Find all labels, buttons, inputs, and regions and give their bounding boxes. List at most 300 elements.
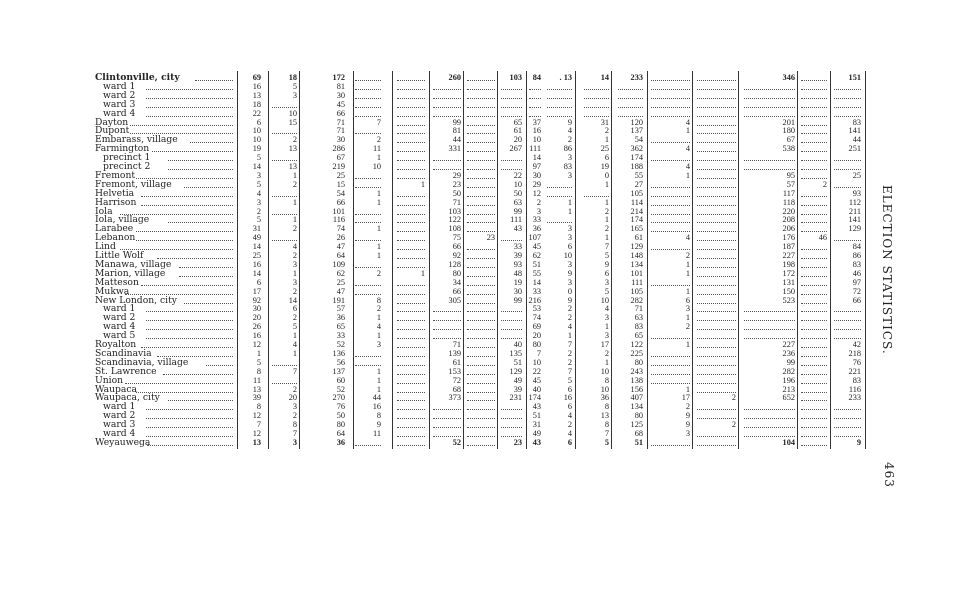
table-cell: 5 (256, 215, 261, 225)
empty-cell-dots (355, 97, 381, 99)
table-cell: 17 (600, 340, 609, 349)
table-cell: 80 (634, 411, 643, 421)
table-cell: 4 (567, 411, 572, 421)
table-cell: 12 (252, 340, 261, 349)
empty-cell-dots (529, 97, 541, 99)
table-cell: 83 (563, 162, 572, 171)
table-cell: 9 (567, 117, 572, 127)
table-cell: 47 (336, 242, 345, 252)
table-cell: 66 (336, 197, 345, 207)
empty-cell-dots (467, 426, 495, 428)
table-cell: 74 (336, 224, 345, 234)
table-cell: 116 (848, 384, 861, 394)
empty-cell-dots (744, 115, 795, 117)
empty-cell-dots (834, 159, 861, 161)
empty-cell-dots (651, 230, 690, 232)
table-cell: 30 (336, 135, 345, 145)
table-cell: 37 (532, 117, 541, 127)
row-label: precinct 1 (103, 153, 151, 163)
table-cell: 64 (336, 251, 345, 260)
row-label: ward 4 (103, 108, 136, 118)
row-label: Dayton (95, 117, 129, 127)
table-cell: 1 (567, 206, 572, 216)
table-cell: 39 (252, 393, 261, 403)
table-cell: 3 (567, 170, 572, 180)
table-cell: 11 (373, 144, 381, 154)
table-cell: 136 (332, 348, 345, 358)
table-cell: 7 (604, 429, 609, 438)
table-cell: 1 (685, 384, 690, 394)
row-label: ward 3 (103, 99, 136, 109)
table-cell: 26 (336, 233, 345, 243)
row-label: Little Wolf (95, 251, 144, 260)
table-cell: 101 (630, 268, 643, 278)
table-cell: 36 (600, 393, 609, 403)
table-cell: 373 (448, 393, 461, 403)
empty-cell-dots (834, 408, 861, 410)
empty-cell-dots (397, 319, 425, 321)
table-cell: 60 (336, 375, 345, 385)
table-cell: 2 (292, 384, 297, 394)
table-cell: 11 (253, 375, 261, 385)
row-label: ward 2 (103, 411, 136, 421)
table-cell: 305 (448, 295, 461, 305)
empty-cell-dots (501, 106, 522, 108)
running-head: ELECTION STATISTICS. (880, 185, 894, 355)
table-cell: 45 (336, 99, 345, 109)
table-cell: 4 (685, 233, 690, 243)
table-cell: 46 (852, 268, 861, 278)
table-cell: 20 (513, 135, 522, 145)
table-cell: 227 (782, 340, 795, 349)
table-cell: 74 (532, 313, 541, 323)
row-label: Iola (95, 206, 113, 216)
row-label: ward 1 (103, 304, 136, 314)
empty-cell-dots (397, 417, 425, 419)
row-label: Fremont, village (95, 179, 172, 189)
table-cell: 3 (685, 429, 690, 438)
table-cell: 1 (376, 366, 381, 376)
empty-cell-dots (801, 310, 827, 312)
table-cell: 65 (634, 331, 643, 341)
table-cell: 1 (604, 233, 609, 243)
row-label: Waupaca, city (95, 393, 160, 403)
table-cell: 6 (604, 268, 609, 278)
empty-cell-dots (355, 293, 381, 295)
table-cell: 11 (373, 429, 381, 438)
table-cell: 66 (452, 242, 461, 252)
table-cell: 120 (630, 117, 643, 127)
table-cell: 118 (782, 197, 795, 207)
table-cell: 3 (292, 402, 297, 412)
row-label: precinct 2 (103, 162, 151, 171)
table-cell: 4 (685, 117, 690, 127)
table-cell: 40 (513, 340, 522, 349)
table-cell: 12 (252, 411, 261, 421)
table-cell: 1 (376, 153, 381, 163)
table-cell: 1 (376, 197, 381, 207)
row-label: ward 5 (103, 331, 136, 341)
table-cell: 196 (782, 375, 795, 385)
empty-cell-dots (834, 310, 861, 312)
table-cell: 198 (782, 259, 795, 269)
empty-cell-dots (651, 364, 690, 366)
table-cell: 233 (630, 73, 643, 82)
row-label: Farmington (95, 144, 150, 154)
table-cell: 97 (852, 277, 861, 287)
table-cell: 10 (513, 179, 522, 189)
empty-cell-dots (801, 328, 827, 330)
table-cell: 214 (630, 206, 643, 216)
table-cell: 1 (685, 268, 690, 278)
table-cell: 9 (567, 268, 572, 278)
table-cell: 5 (604, 286, 609, 296)
table-cell: 14 (600, 73, 609, 82)
table-cell: 9 (376, 420, 381, 430)
table-cell: 137 (630, 126, 643, 136)
table-cell: 23 (452, 179, 461, 189)
table-cell: 2 (604, 348, 609, 358)
empty-cell-dots (697, 168, 736, 170)
table-cell: 2 (567, 135, 572, 145)
empty-cell-dots (651, 248, 690, 250)
table-cell: 76 (336, 402, 345, 412)
table-cell: 40 (532, 384, 541, 394)
table-cell: 13 (252, 90, 261, 100)
table-cell: 51 (634, 437, 643, 447)
table-cell: 13 (252, 384, 261, 394)
table-cell: 138 (630, 375, 643, 385)
table-cell: 137 (332, 366, 345, 376)
table-cell: 15 (336, 179, 345, 189)
table-cell: 7 (567, 340, 572, 349)
table-cell: 1 (292, 268, 297, 278)
table-cell: 5 (256, 153, 261, 163)
row-label: Embarass, village (95, 135, 178, 145)
row-label: Mukwa (95, 286, 130, 296)
table-cell: 36 (336, 313, 345, 323)
table-cell: 54 (336, 188, 345, 198)
empty-cell-dots (355, 115, 381, 117)
table-cell: 129 (630, 242, 643, 252)
table-cell: 225 (630, 348, 643, 358)
table-cell: 67 (336, 153, 345, 163)
table-cell: 174 (630, 215, 643, 225)
row-label: Helvetia (95, 188, 135, 198)
table-cell: 331 (448, 144, 461, 154)
empty-cell-dots (834, 186, 861, 188)
table-cell: 57 (336, 304, 345, 314)
row-label: Larabee (95, 224, 134, 234)
table-cell: 50 (452, 188, 461, 198)
table-cell: 48 (513, 268, 522, 278)
table-cell: 1 (420, 179, 425, 189)
empty-cell-dots (651, 88, 690, 90)
table-cell: 66 (336, 108, 345, 118)
table-cell: 4 (567, 126, 572, 136)
empty-cell-dots (467, 115, 495, 117)
table-cell: 105 (630, 286, 643, 296)
empty-cell-dots (433, 97, 461, 99)
empty-cell-dots (433, 310, 461, 312)
table-cell: 243 (630, 366, 643, 376)
table-cell: 50 (513, 188, 522, 198)
table-cell: 6 (567, 384, 572, 394)
table-cell: 1 (292, 170, 297, 180)
empty-cell-dots (501, 88, 522, 90)
empty-cell-dots (744, 337, 795, 339)
table-cell: 44 (372, 393, 381, 403)
table-cell: 14 (532, 153, 541, 163)
table-cell: 10 (600, 295, 609, 305)
table-cell: 8 (292, 420, 297, 430)
table-cell: 46 (818, 233, 827, 243)
table-cell: 174 (630, 153, 643, 163)
table-cell: 1 (685, 313, 690, 323)
empty-cell-dots (651, 382, 690, 384)
table-cell: 99 (513, 206, 522, 216)
empty-cell-dots (618, 106, 643, 108)
table-cell: 0 (567, 286, 572, 296)
table-cell: 129 (509, 366, 522, 376)
table-cell: 538 (782, 144, 795, 154)
table-cell: 1 (376, 251, 381, 260)
table-cell: 172 (332, 73, 345, 82)
table-cell: 111 (529, 144, 541, 154)
table-cell: 3 (567, 233, 572, 243)
table-cell: 1 (604, 357, 609, 367)
table-cell: 61 (634, 233, 643, 243)
row-label: Fremont (95, 170, 136, 180)
table-cell: 2 (292, 179, 297, 189)
table-cell: 3 (376, 340, 381, 349)
table-cell: 103 (509, 73, 522, 82)
column-rule (692, 71, 693, 449)
empty-cell-dots (397, 168, 425, 170)
table-cell: 2 (567, 313, 572, 323)
table-cell: 114 (630, 197, 643, 207)
table-cell: 3 (567, 277, 572, 287)
table-cell: 43 (532, 402, 541, 412)
table-cell: 10 (252, 126, 261, 136)
table-cell: 3 (292, 259, 297, 269)
table-cell: 17 (681, 393, 690, 403)
empty-cell-dots (834, 88, 861, 90)
empty-cell-dots (397, 328, 425, 330)
table-cell: 191 (332, 295, 345, 305)
table-cell: 10 (600, 366, 609, 376)
table-cell: 8 (256, 402, 261, 412)
table-cell: 22 (532, 366, 541, 376)
empty-cell-dots (355, 266, 381, 268)
table-cell: 208 (782, 215, 795, 225)
table-cell: 216 (528, 295, 541, 305)
table-cell: 93 (852, 188, 861, 198)
table-cell: 16 (252, 259, 261, 269)
table-cell: 69 (532, 322, 541, 332)
table-cell: 267 (509, 144, 522, 154)
table-cell: 13 (288, 144, 297, 154)
table-cell: 1 (376, 331, 381, 341)
empty-cell-dots (744, 319, 795, 321)
table-cell: 3 (256, 197, 261, 207)
table-cell: 8 (604, 375, 609, 385)
table-cell: 218 (848, 348, 861, 358)
empty-cell-dots (355, 213, 381, 215)
empty-cell-dots (397, 97, 425, 99)
table-cell: 53 (532, 304, 541, 314)
table-cell: 1 (376, 313, 381, 323)
row-label: ward 2 (103, 313, 136, 323)
empty-cell-dots (467, 159, 495, 161)
empty-cell-dots (355, 221, 381, 223)
empty-cell-dots (651, 284, 690, 286)
table-cell: 135 (509, 348, 522, 358)
empty-cell-dots (697, 106, 736, 108)
table-cell: 3 (685, 304, 690, 314)
table-cell: 31 (252, 224, 261, 234)
table-cell: 13 (288, 162, 297, 171)
table-cell: 83 (852, 375, 861, 385)
empty-cell-dots (651, 221, 690, 223)
table-cell: 49 (252, 233, 261, 243)
empty-cell-dots (547, 88, 572, 90)
table-cell: 139 (448, 348, 461, 358)
table-cell: 2 (376, 268, 381, 278)
table-cell: 107 (528, 233, 541, 243)
table-cell: 61 (513, 126, 522, 136)
table-cell: 282 (782, 366, 795, 376)
table-cell: 26 (252, 322, 261, 332)
column-rule (463, 71, 464, 449)
table-cell: 97 (532, 162, 541, 171)
table-cell: 3 (292, 437, 297, 447)
table-cell: 227 (782, 251, 795, 260)
table-cell: 72 (852, 286, 861, 296)
table-cell: 83 (634, 322, 643, 332)
table-cell: 1 (376, 384, 381, 394)
table-cell: 6 (256, 277, 261, 287)
table-cell: 80 (532, 340, 541, 349)
table-cell: 187 (782, 242, 795, 252)
table-cell: 2 (567, 420, 572, 430)
empty-cell-dots (744, 426, 795, 428)
empty-cell-dots (433, 319, 461, 321)
table-cell: 362 (630, 144, 643, 154)
table-cell: 31 (600, 117, 609, 127)
table-cell: 2 (376, 304, 381, 314)
table-cell: 3 (567, 259, 572, 269)
empty-cell-dots (355, 355, 381, 357)
empty-cell-dots (744, 106, 795, 108)
table-cell: 20 (288, 393, 297, 403)
empty-cell-dots (744, 408, 795, 410)
table-cell: 52 (452, 437, 461, 447)
table-cell: 30 (336, 90, 345, 100)
empty-cell-dots (584, 115, 609, 117)
empty-cell-dots (355, 106, 381, 108)
table-cell: 16 (252, 81, 261, 91)
table-cell: 50 (336, 411, 345, 421)
table-cell: 3 (292, 90, 297, 100)
table-cell: 221 (848, 366, 861, 376)
empty-cell-dots (355, 284, 381, 286)
table-cell: 1 (685, 126, 690, 136)
table-cell: 30 (513, 286, 522, 296)
row-label: Marion, village (95, 268, 166, 278)
table-cell: 1 (567, 331, 572, 341)
table-cell: 2 (604, 126, 609, 136)
table-cell: 134 (630, 402, 643, 412)
table-cell: 49 (532, 429, 541, 438)
table-cell: 33 (532, 215, 541, 225)
table-cell: 36 (336, 437, 345, 447)
table-cell: 2 (376, 135, 381, 145)
empty-cell-dots (433, 328, 461, 330)
empty-cell-dots (433, 168, 461, 170)
table-cell: 128 (448, 259, 461, 269)
row-label: ward 3 (103, 420, 136, 430)
table-cell: 1 (604, 179, 609, 189)
empty-cell-dots (467, 337, 495, 339)
table-cell: 4 (685, 144, 690, 154)
empty-cell-dots (397, 435, 425, 437)
table-cell: 1 (604, 135, 609, 145)
table-cell: 71 (336, 126, 345, 136)
table-cell: 51 (532, 259, 541, 269)
row-label: ward 4 (103, 429, 136, 438)
table-cell: 19 (252, 144, 261, 154)
table-cell: 5 (256, 179, 261, 189)
table-cell: 150 (782, 286, 795, 296)
table-cell: 1 (376, 224, 381, 234)
table-cell: 7 (256, 420, 261, 430)
empty-cell-dots (651, 213, 690, 215)
table-cell: 39 (513, 251, 522, 260)
table-cell: 3 (567, 153, 572, 163)
table-cell: 57 (786, 179, 795, 189)
empty-cell-dots (501, 97, 522, 99)
empty-cell-dots (584, 106, 609, 108)
empty-cell-dots (467, 97, 495, 99)
table-cell: 176 (782, 233, 795, 243)
empty-cell-dots (651, 373, 690, 375)
table-cell: 2 (292, 286, 297, 296)
table-cell: 6 (256, 117, 261, 127)
table-cell: 31 (532, 420, 541, 430)
empty-cell-dots (801, 337, 827, 339)
table-cell: 2 (685, 402, 690, 412)
table-cell: 9 (604, 259, 609, 269)
table-cell: 2 (685, 251, 690, 260)
table-cell: 174 (528, 393, 541, 403)
table-cell: 2 (292, 313, 297, 323)
leader-dots (120, 213, 233, 215)
table-cell: 233 (848, 393, 861, 403)
empty-cell-dots (697, 159, 736, 161)
table-cell: 2 (685, 322, 690, 332)
empty-cell-dots (433, 106, 461, 108)
table-cell: 65 (336, 322, 345, 332)
empty-cell-dots (547, 106, 572, 108)
table-cell: 25 (336, 170, 345, 180)
table-cell: 1 (376, 188, 381, 198)
empty-cell-dots (433, 115, 461, 117)
empty-cell-dots (744, 97, 795, 99)
table-cell: 62 (336, 268, 345, 278)
table-cell: 2 (292, 251, 297, 260)
empty-cell-dots (467, 435, 495, 437)
